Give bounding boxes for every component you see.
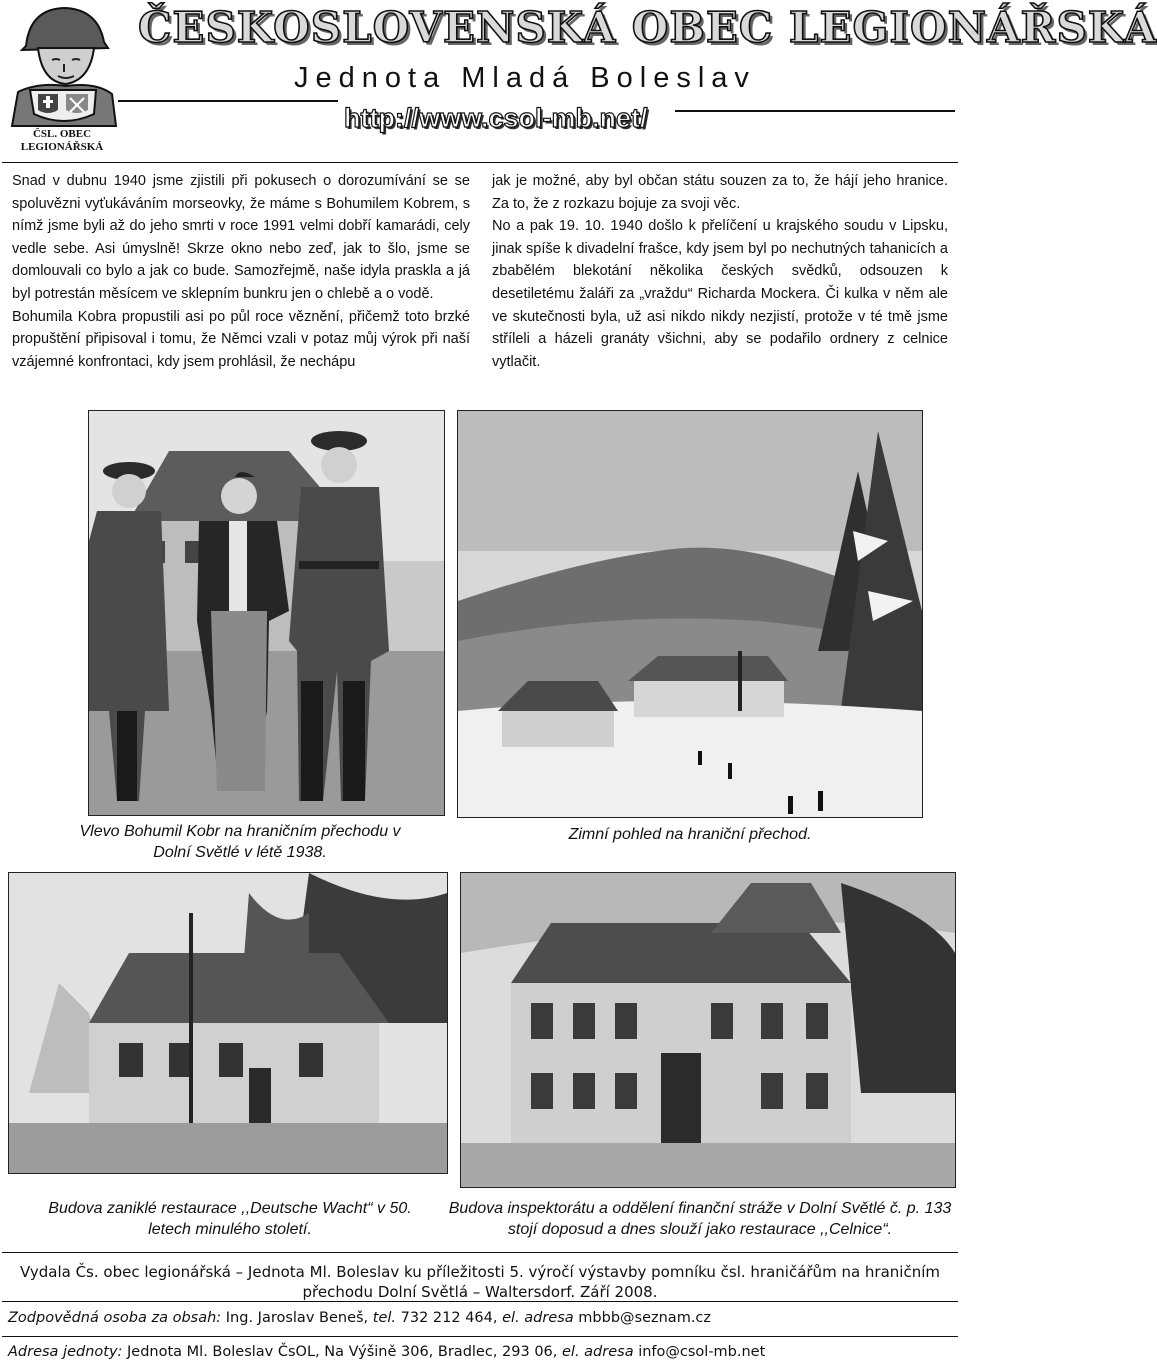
tel-value: 732 212 464,: [400, 1310, 498, 1326]
address-value: Jednota Ml. Boleslav ČsOL, Na Výšině 306, Bradlec, 293 06,: [127, 1344, 558, 1360]
address-label: Adresa jednoty:: [8, 1344, 123, 1360]
legion-logo: [8, 2, 116, 160]
footer-divider: [2, 1336, 958, 1337]
footer-divider: [2, 1252, 958, 1253]
responsible-name: Ing. Jaroslav Beneš,: [225, 1310, 369, 1326]
paragraph: jak je možné, aby byl občan státu souzen za to, že hájí jeho hranice. Za to, že z rozkazu bojuje za svoji věc.: [492, 173, 948, 212]
publisher-note: Vydala Čs. obec legionářská – Jednota Ml. Boleslav ku příležitosti 5. výročí výstavby pomníku čsl. hraničářům na hraničním přechodu Dolní Světlá – Waltersdorf. Září 2008.: [20, 1263, 940, 1301]
article-column-right: [492, 170, 948, 373]
photo-financial-guard-building: [460, 872, 956, 1188]
photo-winter-border-crossing: [457, 410, 923, 818]
soldier-emblem-icon: [8, 2, 116, 126]
caption-photo-1: Vlevo Bohumil Kobr na hraničním přechodu v Dolní Světlé v létě 1938.: [79, 823, 401, 861]
caption-photo-3: Budova zaniklé restaurace ,,Deutsche Wacht“ v 50. letech minulého století.: [48, 1200, 412, 1238]
caption-photo-4: Budova inspektorátu a oddělení finanční stráže v Dolní Světlé č. p. 133 stojí doposud a dnes slouží jako restaurace ,,Celnice“.: [448, 1200, 952, 1238]
footer-divider: [2, 1301, 958, 1302]
email-label: el. adresa: [502, 1310, 574, 1326]
unit-address-line: [8, 1342, 952, 1362]
caption-photo-2: Zimní pohled na hraniční přechod.: [568, 826, 812, 843]
address-email-label: el. adresa: [562, 1344, 634, 1360]
photo-deutsche-wacht-restaurant: [8, 872, 448, 1174]
responsible-label: Zodpovědná osoba za obsah:: [8, 1310, 222, 1326]
photo-three-men-at-border: [88, 410, 445, 816]
header-divider: [2, 162, 958, 163]
article-column-left: [12, 170, 470, 373]
logo-text-line-2: LEGIONÁŘSKÁ: [20, 141, 104, 153]
email-link[interactable]: mbbb@seznam.cz: [578, 1310, 712, 1326]
organization-unit: Jednota Mladá Boleslav: [294, 62, 756, 94]
responsible-person-line: [8, 1308, 952, 1328]
website-link[interactable]: http://www.csol-mb.net/: [344, 103, 648, 133]
header-rule-right: [675, 110, 955, 112]
paragraph: Bohumila Kobra propustili asi po půl roce věznění, přičemž toto brzké propuštění připisoval i tomu, že Němci vzali v potaz můj výrok při naší vzájemné konfrontaci, kdy jsem prohlásil, že nechápu: [12, 308, 470, 370]
organization-title: ČESKOSLOVENSKÁ OBEC LEGIONÁŘSKÁ: [138, 3, 1157, 52]
header-rule-left: [118, 100, 338, 102]
logo-text-line-1: ČSL. OBEC: [32, 128, 92, 140]
paragraph: No a pak 19. 10. 1940 došlo k přelíčení u krajského soudu v Lipsku, jinak spíše k divadelní frašce, kdy jsem byl po nechutných tahanicích a zbabělém blekotání několika českých svědků, odsouzen k desetiletému žaláři za „vraždu“ Richarda Mockera. Či kulka v něm ale ve skutečnosti byla, už asi nikdo nikdy nezjistí, protože v té tmě jsme stříleli a házeli granáty všichni, aby se podařilo ordnery z celnice vytlačit.: [492, 218, 948, 370]
paragraph: Snad v dubnu 1940 jsme zjistili při pokusech o dorozumívání se se spoluvězni vyťukáváním morseovky, že máme s Bohumilem Kobrem, s nímž jsme byli až do jeho smrti v roce 1991 velmi dobří kamarádi, cely vedle sebe. Asi úmyslně! Skrze okno nebo zeď, jak to šlo, jsme se domlouvali co bylo a jak co bude. Samozřejmě, naše idyla praskla a já byl potrestán měsícem ve sklepním bunkru jen o chlebě a o vodě.: [12, 173, 470, 302]
address-email-link[interactable]: info@csol-mb.net: [638, 1344, 766, 1360]
logo-text: [8, 128, 116, 154]
tel-label: tel.: [372, 1310, 397, 1326]
